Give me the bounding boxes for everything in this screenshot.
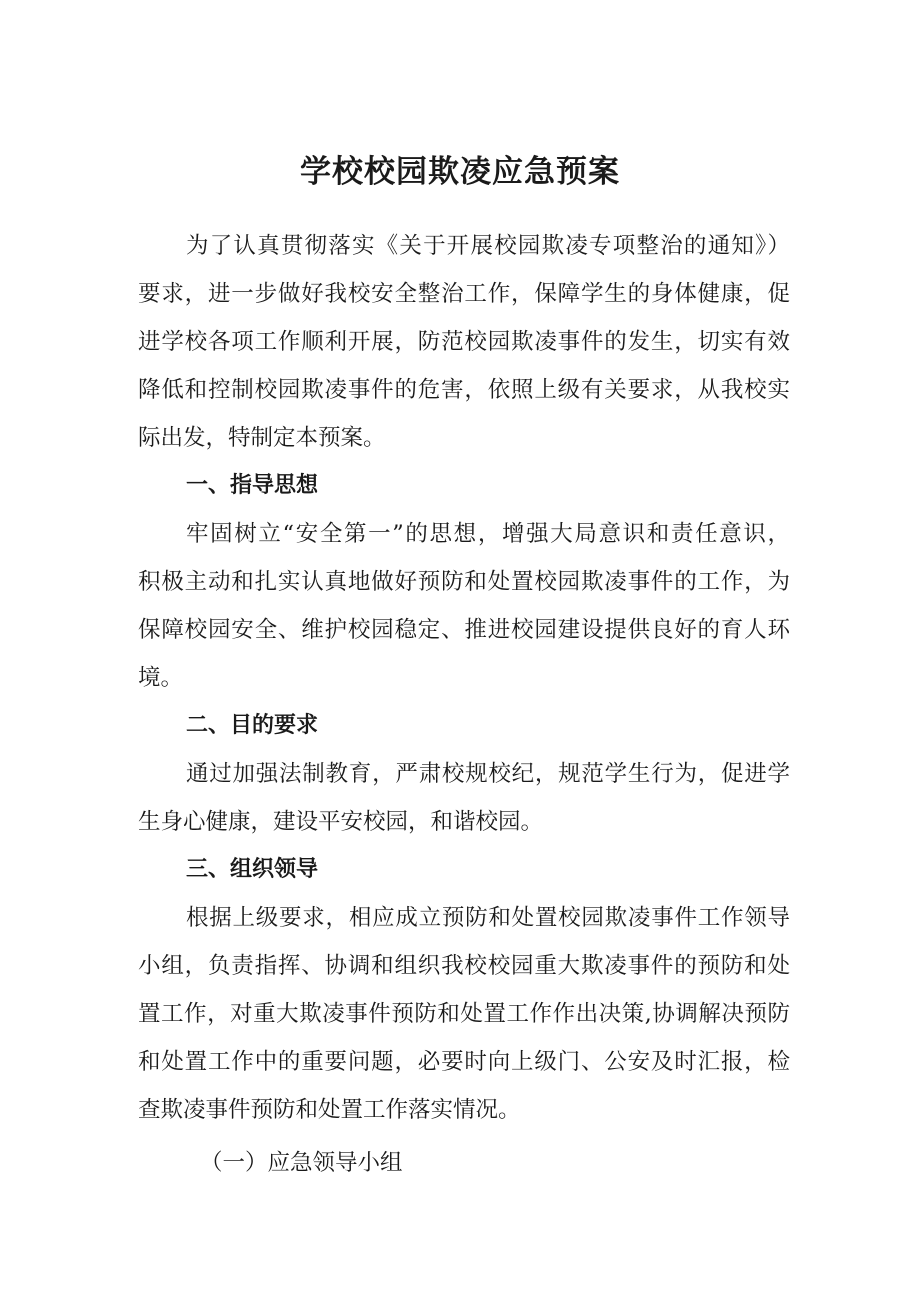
- section-2-line-2: 生身心健康，建设平安校园，和谐校园。: [138, 809, 544, 835]
- section-1-line-4: 境。: [138, 665, 184, 691]
- section-heading-objectives: 二、目的要求: [186, 713, 319, 738]
- document-title: 学校校园欺凌应急预案: [300, 154, 620, 190]
- intro-line-3: 进学校各项工作顺利开展，防范校园欺凌事件的发生，切实有效: [138, 329, 790, 355]
- intro-line-1: 为了认真贯彻落实《关于开展校园欺凌专项整治的通知》）: [186, 233, 790, 259]
- section-1-line-3: 保障校园安全、维护校园稳定、推进校园建设提供良好的育人环: [138, 617, 790, 643]
- intro-line-2: 要求，进一步做好我校安全整治工作，保障学生的身体健康，促: [138, 281, 790, 307]
- section-3-line-2: 小组，负责指挥、协调和组织我校校园重大欺凌事件的预防和处: [138, 953, 790, 979]
- section-heading-guiding-ideology: 一、指导思想: [186, 473, 319, 498]
- subsection-heading-leadership-group: （一）应急领导小组: [200, 1150, 403, 1176]
- section-3-line-1: 根据上级要求，相应成立预防和处置校园欺凌事件工作领导: [186, 905, 790, 931]
- intro-line-5: 际出发，特制定本预案。: [138, 425, 386, 451]
- section-1-line-1: 牢固树立“安全第一”的思想，增强大局意识和责任意识，: [186, 521, 790, 547]
- section-heading-organization: 三、组织领导: [186, 857, 319, 882]
- section-3-line-3: 置工作，对重大欺凌事件预防和处置工作作出决策,协调解决预防: [138, 1001, 790, 1027]
- section-1-line-2: 积极主动和扎实认真地做好预防和处置校园欺凌事件的工作，为: [138, 569, 790, 595]
- section-3-line-4: 和处置工作中的重要问题，必要时向上级门、公安及时汇报，检: [138, 1049, 790, 1075]
- section-3-line-5: 查欺凌事件预防和处置工作落实情况。: [138, 1097, 521, 1123]
- intro-line-4: 降低和控制校园欺凌事件的危害，依照上级有关要求，从我校实: [138, 377, 790, 403]
- section-2-line-1: 通过加强法制教育，严肃校规校纪，规范学生行为，促进学: [186, 761, 790, 787]
